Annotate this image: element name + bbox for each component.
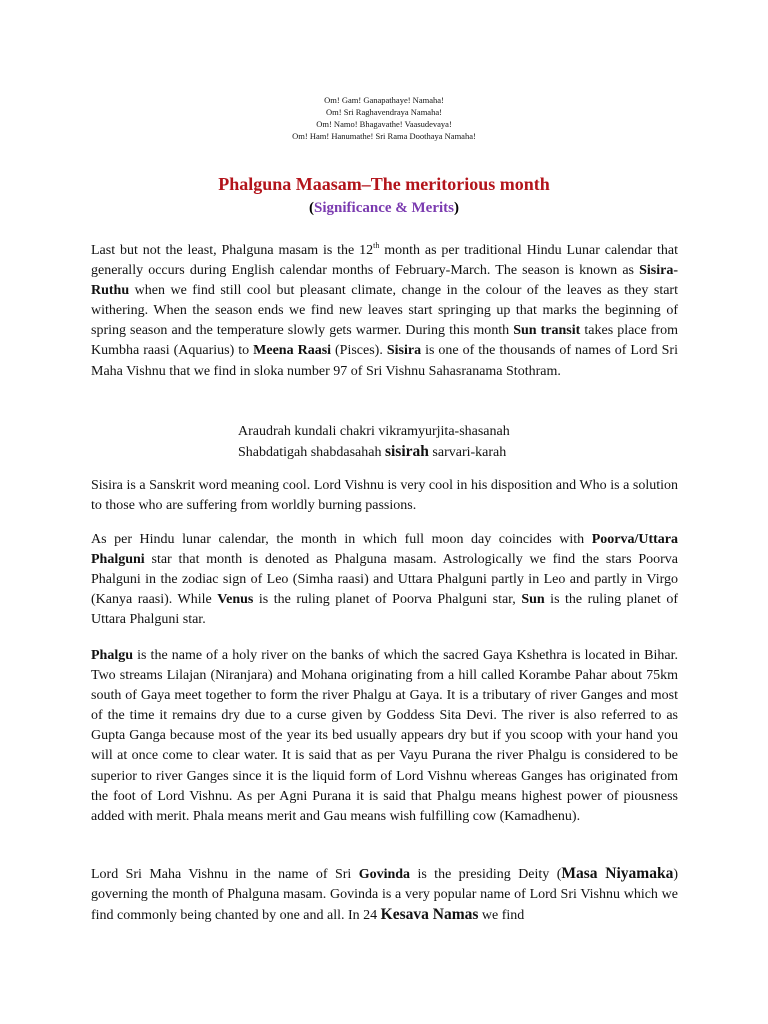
text-run: ) governing the month of Phalguna masam. Govinda is a very popular name of Lord Sri Vishnu which we find commonly being chanted by one and all. In 24	[91, 867, 678, 924]
paragraph-govinda	[91, 864, 678, 926]
paragraph-sisira-meaning	[91, 476, 678, 516]
text-run: month as per traditional Hindu Lunar calendar that generally occurs during English calendar months of February-March. The season is known as	[91, 243, 679, 279]
bold-term: Masa Niyamaka	[561, 865, 674, 882]
bold-term: Sisira	[386, 343, 422, 359]
text-run: star that month is denoted as Phalguna masam. Astrologically we find the stars Poorva Phalguni in the zodiac sign of Leo (Simha raasi) and Uttara Phalguni partly in Leo and partly in Virgo (Kanya raasi). While	[91, 552, 678, 608]
text-run: Sisira is a Sanskrit word meaning cool. Lord Vishnu is very cool in his disposition and Who is a solution to those who are suffering from worldly burning passions.	[91, 478, 678, 514]
superscript-text: th	[373, 241, 380, 250]
paragraph-lunar-calendar	[91, 530, 678, 630]
text-run: is the ruling planet of Uttara Phalguni star.	[91, 592, 678, 628]
text-run: is the ruling planet of Poorva Phalguni star,	[253, 592, 522, 608]
bold-term: Poorva/Uttara Phalguni	[91, 532, 678, 568]
sloka-line-2-start: Shabdatigah shabdasahah	[238, 445, 385, 460]
bold-term: Meena Raasi	[253, 343, 332, 359]
bold-term: Venus	[217, 592, 254, 608]
subtitle-close-paren: )	[453, 200, 459, 216]
text-run: As per Hindu lunar calendar, the month in which full moon day coincides with	[91, 532, 592, 547]
bold-term: Sisira-Ruthu	[91, 263, 678, 299]
text-run: is the presiding Deity (	[410, 867, 562, 882]
bold-term: Sun transit	[513, 323, 581, 339]
bold-term: Kesava Namas	[380, 906, 479, 924]
sloka-word-sisirah: sisirah	[384, 443, 429, 460]
text-run: we find	[478, 908, 525, 924]
bold-term: Govinda	[358, 867, 411, 882]
text-run: (Pisces).	[331, 343, 387, 359]
document-subtitle	[0, 200, 768, 217]
sloka-verse	[238, 422, 510, 463]
paragraph-intro	[91, 241, 678, 382]
sloka-line-2-end: sarvari-karah	[428, 445, 507, 460]
sloka-line-2	[238, 442, 510, 463]
paragraph-phalgu-river	[91, 646, 678, 827]
text-run: Last but not the least, Phalguna masam is the 12	[91, 243, 374, 258]
text-run: takes place from Kumbha raasi (Aquarius) to	[91, 323, 679, 359]
bold-term: Phalgu	[91, 648, 134, 663]
subtitle-open-paren: (	[309, 200, 315, 216]
sloka-line-1: Araudrah kundali chakri vikramyurjita-shasanah	[238, 424, 510, 439]
text-run: when we find still cool but pleasant climate, change in the colour of the leaves as they start withering. When the season ends we find new leaves start springing up that marks the beginning of spring season and the temperature slowly gets warmer. During this month	[91, 283, 678, 339]
invocation-line-ganapathi: Om! Gam! Ganapathaye! Namaha!	[324, 95, 444, 105]
text-run: Lord Sri Maha Vishnu in the name of Sri	[91, 867, 359, 882]
text-run: is one of the thousands of names of Lord Sri Maha Vishnu that we find in sloka number 97 of Sri Vishnu Sahasranama Stothram.	[91, 343, 678, 379]
text-run: is the name of a holy river on the banks of which the sacred Gaya Kshethra is located in Bihar. Two streams Lilajan (Niranjara) and Mohana originating from a hill called Korambe Pahar about 75km south of Gaya meet together to form the river Phalgu at Gaya. It is a tributary of river Ganges and most of the time it remains dry due to a curse given by Goddess Sita Devi. The river is also referred to as Gupta Ganga because most of the year its bed usually appears dry but if you scoop with your hand you will at once come to clear water. It is said that as per Vayu Purana the river Phalgu is considered to be superior to river Ganges since it is the liquid form of Lord Vishnu whereas Ganges has originated from the foot of Lord Vishnu. As per Agni Purana it is said that Phalgu means highest power of piousness added with merit. Phala means merit and Gau means wish fulfilling cow (Kamadhenu).	[91, 648, 678, 824]
invocation-line-raghavendra: Om! Sri Raghavendraya Namaha!	[326, 107, 442, 117]
invocation-line-hanuman: Om! Ham! Hanumathe! Sri Rama Doothaya Namaha!	[292, 131, 476, 141]
invocation-line-vaasudeva: Om! Namo! Bhagavathe! Vaasudevaya!	[316, 119, 452, 129]
bold-term: Sun	[521, 592, 545, 608]
document-title: Phalguna Maasam–The meritorious month	[218, 174, 550, 194]
subtitle-text: Significance & Merits	[314, 200, 454, 216]
invocation-block	[0, 94, 768, 142]
